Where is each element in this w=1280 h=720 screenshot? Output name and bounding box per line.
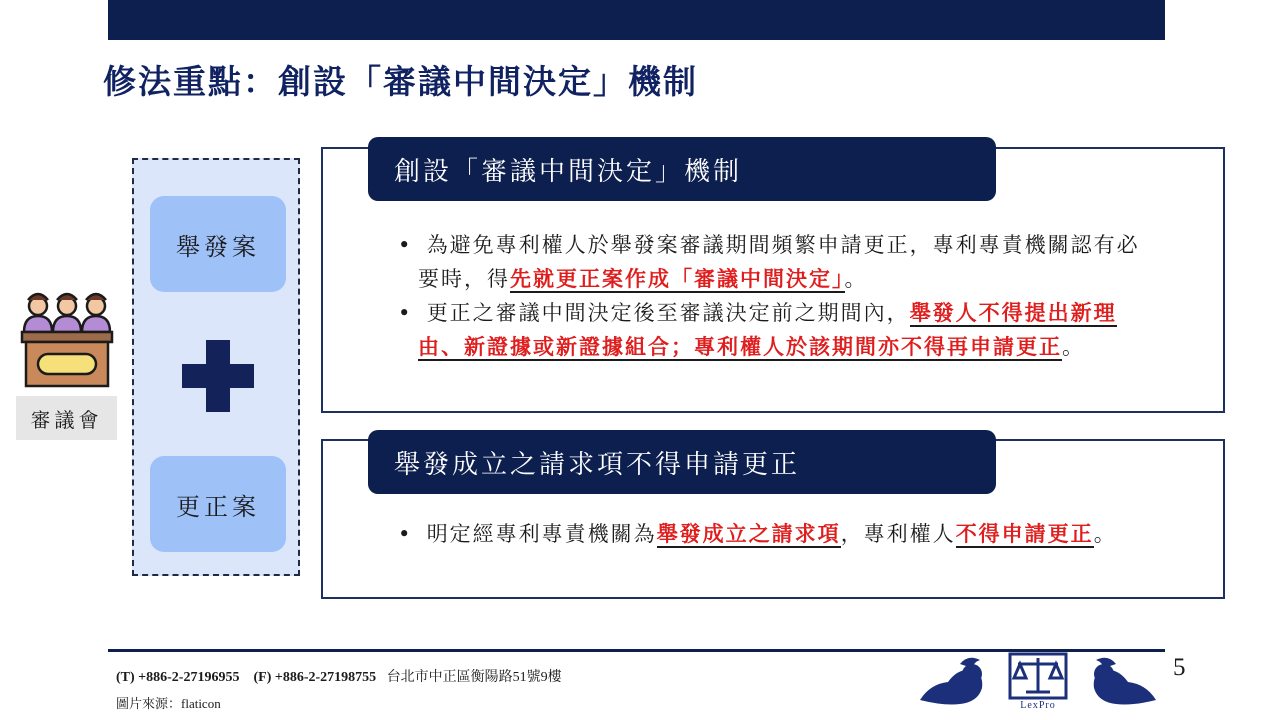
address: 台北市中正區衡陽路51號9樓 [386,670,562,685]
fax-number: +886-2-27198755 [274,670,377,685]
image-source: 圖片來源：flaticon [116,696,221,711]
correction-case-box [150,456,286,552]
card1-bullet-2-highlight: 舉發人不得提出新理由、新證據或新證據組合；專利權人於該期間亦不得再申請更正 [418,300,1117,359]
lexpro-logo [916,652,1160,710]
card2-heading: 舉發成立之請求項不得申請更正 [368,430,996,494]
card1-bullet-2-text: 更正之審議中間決定後至審議決定前之期間內， [426,301,910,325]
card1-bullet-1-highlight: 先就更正案作成「審議中間決定」 [510,266,845,291]
tel-label: (T) [116,670,135,685]
invalidation-case-box [150,196,286,292]
footer-contact [116,666,562,686]
council-people-icon [20,292,114,390]
tel-number: +886-2-27196955 [138,670,240,685]
card2-bullet-1 [398,517,1158,551]
invalidation-case-label: 舉發案 [176,232,260,261]
card2-bullet-1-highlight: 舉發成立之請求項 [656,521,841,546]
card1-bullet-1 [398,228,1158,296]
left-group-panel [132,158,300,576]
card1-bullet-1-tail: 。 [844,267,868,291]
card2-bullet-1-text: 明定經專利專責機關為 [426,522,657,546]
fax-label: (F) [253,670,272,685]
card1-bullet-2-tail: 。 [1062,335,1085,359]
council-label: 審議會 [16,396,117,440]
card1-heading: 創設「審議中間決定」機制 [368,137,996,201]
card2-bullet-1-tail: 。 [1093,522,1117,546]
card1-bullet-1-text: 為避免專利權人於舉發案審議期間頻繁申請更正，專利專責機關認有必要時，得 [418,233,1140,291]
top-banner [108,0,1165,40]
page-title: 修法重點：創設「審議中間決定」機制 [103,62,698,101]
card2-bullet-1-highlight2: 不得申請更正 [955,521,1094,546]
logo-text: LexPro [1020,700,1056,710]
card1-bullet-2 [398,296,1158,364]
page-number: 5 [1173,654,1186,681]
plus-icon [182,340,254,412]
card2-bullet-1-middle: ，專利權人 [840,522,956,546]
correction-case-label: 更正案 [176,492,260,521]
